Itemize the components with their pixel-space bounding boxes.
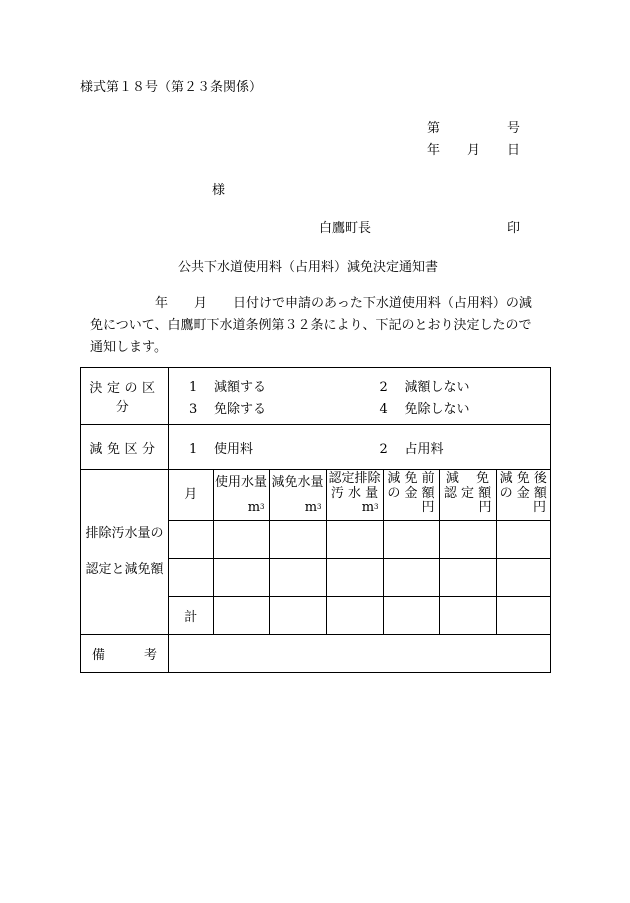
cell-amount-before[interactable]: [383, 559, 439, 597]
total-water-usage[interactable]: [213, 597, 269, 634]
total-row: [169, 597, 550, 634]
total-label: 計: [169, 597, 213, 634]
discharge-grid-cell: [169, 470, 551, 635]
body-line-3: 通知します。: [90, 340, 167, 355]
col-header-amount-before: 減 免 前 の 金 額 円: [383, 470, 439, 521]
body-line-1: 年 月 日付けで申請のあった下水道使用料（占用料）の減: [90, 296, 532, 311]
cell-certified-amount[interactable]: [439, 559, 496, 597]
body-line-2: 免について、白鷹町下水道条例第３２条により、下記のとおり決定したので: [90, 318, 532, 333]
cell-certified-discharge[interactable]: [326, 559, 383, 597]
body-text: [90, 293, 560, 359]
table-row: [169, 521, 550, 559]
total-certified-amount[interactable]: [439, 597, 496, 634]
date-month: 月: [467, 143, 481, 158]
number-prefix: 第: [427, 121, 441, 136]
issuer-name: 白鷹町長: [319, 221, 372, 236]
col-header-water-usage: 使用水量 $m^3$: [213, 470, 269, 521]
form-id: 様式第１８号（第２３条関係）: [80, 80, 263, 95]
decision-options: [169, 368, 551, 425]
col-header-certified-discharge: 認定排除 汚 水 量 $m^3$: [326, 470, 383, 521]
col-header-month: 月: [169, 470, 213, 521]
decision-option-4[interactable]: 4 免除しない: [379, 401, 470, 417]
discharge-label-line-1: 排除汚水量の: [85, 525, 164, 541]
cell-water-usage[interactable]: [213, 521, 269, 559]
addressee-honorific: 様: [212, 183, 226, 198]
cell-month[interactable]: [169, 521, 213, 559]
total-amount-after[interactable]: [496, 597, 550, 634]
col-header-amount-after: 減 免 後 の 金 額 円: [496, 470, 550, 521]
exemption-option-2[interactable]: 2 占用料: [379, 441, 444, 457]
exemption-label: 減免区分: [81, 425, 169, 470]
cell-certified-discharge[interactable]: [326, 521, 383, 559]
decision-option-2[interactable]: 2 減額しない: [379, 379, 470, 395]
discharge-grid: [169, 470, 550, 634]
total-reduced-water[interactable]: [269, 597, 326, 634]
total-amount-before[interactable]: [383, 597, 439, 634]
cell-amount-after[interactable]: [496, 559, 550, 597]
decision-option-3[interactable]: 3 免除する: [189, 401, 267, 417]
cell-certified-amount[interactable]: [439, 521, 496, 559]
decision-table: [80, 367, 551, 673]
cell-month[interactable]: [169, 559, 213, 597]
issuer-seal: 印: [507, 221, 521, 236]
col-header-reduced-water: 減免水量 $m^3$: [269, 470, 326, 521]
date-year: 年: [427, 143, 441, 158]
discharge-label-line-2: 認定と減免額: [85, 561, 164, 577]
decision-option-1[interactable]: 1 減額する: [189, 379, 267, 395]
cell-reduced-water[interactable]: [269, 559, 326, 597]
document-title: 公共下水道使用料（占用料）減免決定通知書: [178, 260, 439, 275]
cell-amount-after[interactable]: [496, 521, 550, 559]
discharge-label: [81, 470, 169, 635]
remarks-field[interactable]: [169, 634, 551, 672]
exemption-options: [169, 425, 551, 470]
decision-label: 決定の区分: [81, 368, 169, 425]
cell-reduced-water[interactable]: [269, 521, 326, 559]
table-row: [169, 559, 550, 597]
cell-amount-before[interactable]: [383, 521, 439, 559]
cell-water-usage[interactable]: [213, 559, 269, 597]
exemption-option-1[interactable]: 1 使用料: [189, 441, 254, 457]
remarks-label: 備 考: [81, 634, 169, 672]
date-day: 日: [507, 143, 521, 158]
total-certified-discharge[interactable]: [326, 597, 383, 634]
number-suffix: 号: [507, 121, 521, 136]
col-header-certified-amount: 減 免 認 定 額 円: [439, 470, 496, 521]
